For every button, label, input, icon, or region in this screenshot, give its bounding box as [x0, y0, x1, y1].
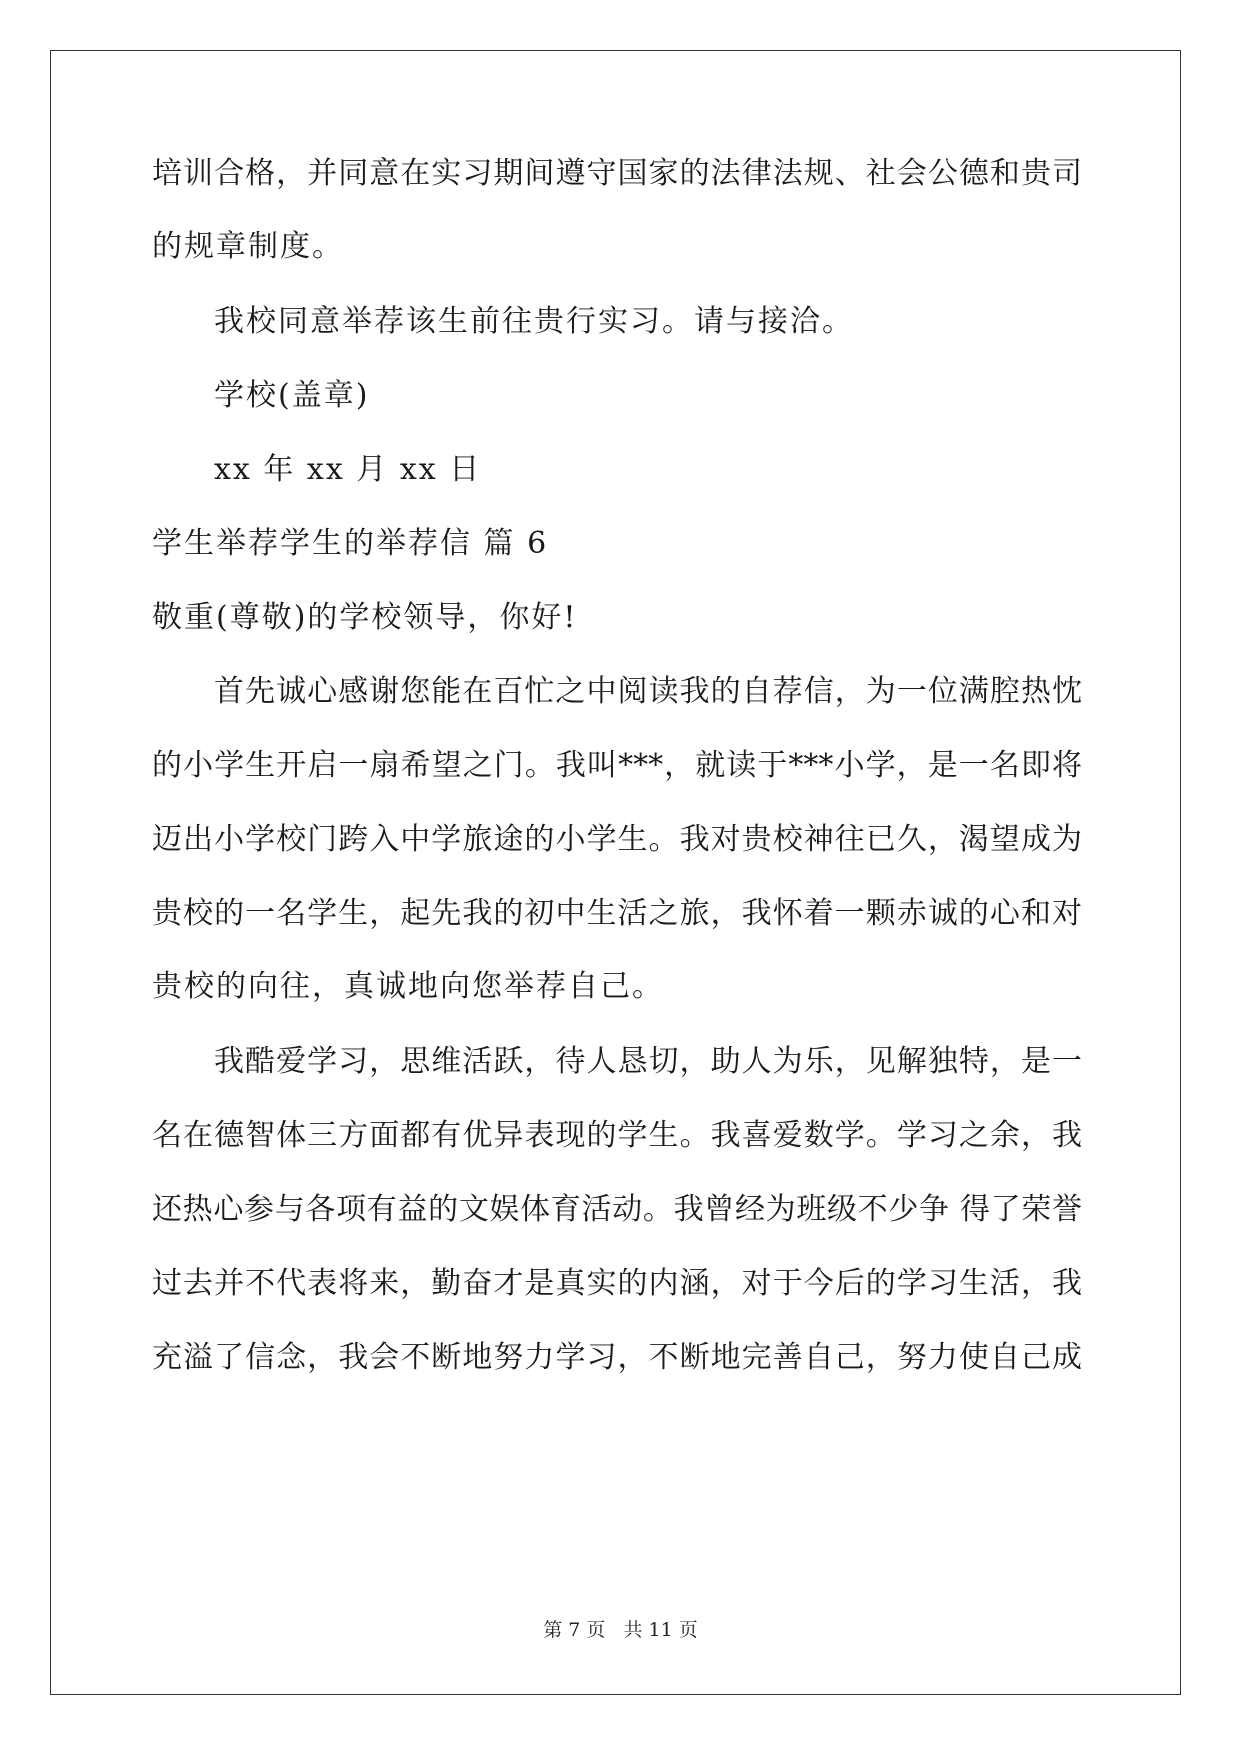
section-heading: 学生举荐学生的举荐信 篇 6 [152, 526, 549, 561]
text-line: 充溢了信念，我会不断地努力学习，不断地完善自己，努力使自己成 [152, 1340, 1082, 1375]
text-line: 首先诚心感谢您能在百忙之中阅读我的自荐信，为一位满腔热忱 [214, 674, 1082, 709]
text-line: 名在德智体三方面都有优异表现的学生。我喜爱数学。学习之余，我 [152, 1118, 1082, 1153]
page-footer [0, 1618, 1241, 1642]
text-line: 学校(盖章) [214, 378, 370, 413]
text-line: 贵校的一名学生，起先我的初中生活之旅，我怀着一颗赤诚的心和对 [152, 896, 1082, 931]
salutation: 敬重(尊敬)的学校领导，你好! [152, 600, 578, 635]
page-number: 第 7 页 [543, 1619, 606, 1641]
text-line: 我校同意举荐该生前往贵行实习。请与接洽。 [214, 304, 854, 339]
page-border [50, 50, 1181, 1695]
text-line: 我酷爱学习，思维活跃，待人恳切，助人为乐，见解独特，是一 [214, 1044, 1082, 1079]
page-total: 共 11 页 [623, 1619, 698, 1641]
text-line: 贵校的向往，真诚地向您举荐自己。 [152, 969, 664, 1004]
text-line: 过去并不代表将来，勤奋才是真实的内涵，对于今后的学习生活，我 [152, 1266, 1082, 1301]
text-line: 还热心参与各项有益的文娱体育活动。我曾经为班级不少争 得了荣誉 [152, 1192, 1082, 1227]
text-line: 的小学生开启一扇希望之门。我叫***，就读于***小学，是一名即将 [152, 748, 1082, 783]
text-line: 的规章制度。 [152, 229, 344, 264]
text-line: 迈出小学校门跨入中学旅途的小学生。我对贵校神往已久，渴望成为 [152, 822, 1082, 857]
date-line: xx 年 xx 月 xx 日 [214, 452, 482, 487]
text-line: 培训合格，并同意在实习期间遵守国家的法律法规、社会公德和贵司 [152, 156, 1082, 191]
